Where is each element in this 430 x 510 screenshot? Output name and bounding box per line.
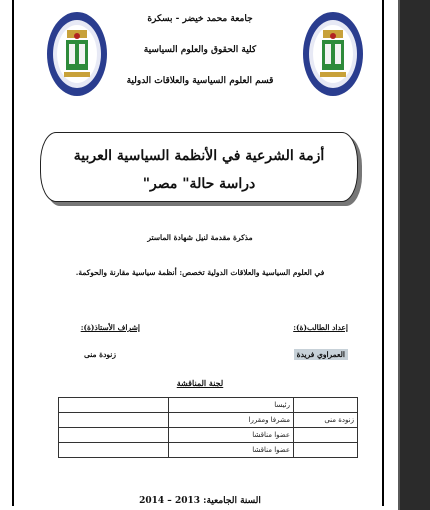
memo-specialty: في العلوم السياسية والعلاقات الدولية تخصص: أنظمة سياسية مقارنة والحوكمة. <box>75 268 325 277</box>
committee-role: عضوا مناقشا <box>169 428 294 443</box>
memo-description: مذكرة مقدمة لنيل شهادة الماستر <box>147 233 253 242</box>
viewer-background <box>400 0 430 510</box>
committee-member <box>294 428 358 443</box>
committee-member <box>294 398 358 413</box>
committee-title: لجنة المناقشة <box>176 378 224 388</box>
committee-role: عضوا مناقشا <box>169 443 294 458</box>
committee-member: زنودة منى <box>294 413 358 428</box>
university-emblem-icon <box>44 8 110 100</box>
faculty-name: كلية الحقوق والعلوم السياسية <box>143 45 257 55</box>
committee-row <box>59 398 358 413</box>
thesis-title-line2: دراسة حالة" مصر" <box>142 176 256 192</box>
student-name <box>268 350 348 359</box>
university-logo-left <box>44 8 110 100</box>
university-emblem-icon <box>300 8 366 100</box>
thesis-title-line1: أزمة الشرعية في الأنظمة السياسية العربية <box>73 148 325 164</box>
committee-row <box>59 413 358 428</box>
committee-table <box>58 397 358 458</box>
supervisor-name: زنودة منى <box>84 350 116 359</box>
committee-role: مشرفا ومقررا <box>169 413 294 428</box>
university-logo-right <box>300 8 366 100</box>
committee-row <box>59 443 358 458</box>
committee-row <box>59 428 358 443</box>
committee-member <box>294 443 358 458</box>
student-label: إعداد الطالب(ة): <box>293 323 348 332</box>
committee-role: رئيسا <box>169 398 294 413</box>
student-name-highlight: العمراوي فريدة <box>294 349 348 360</box>
university-name: جامعة محمد خيضر - بسكرة <box>147 14 253 24</box>
department-name: قسم العلوم السياسية والعلاقات الدولية <box>126 76 274 86</box>
supervisor-label: إشراف الأستاذ(ة): <box>80 323 140 332</box>
academic-year: السنة الجامعية: 2013 – 2014 <box>139 496 261 506</box>
